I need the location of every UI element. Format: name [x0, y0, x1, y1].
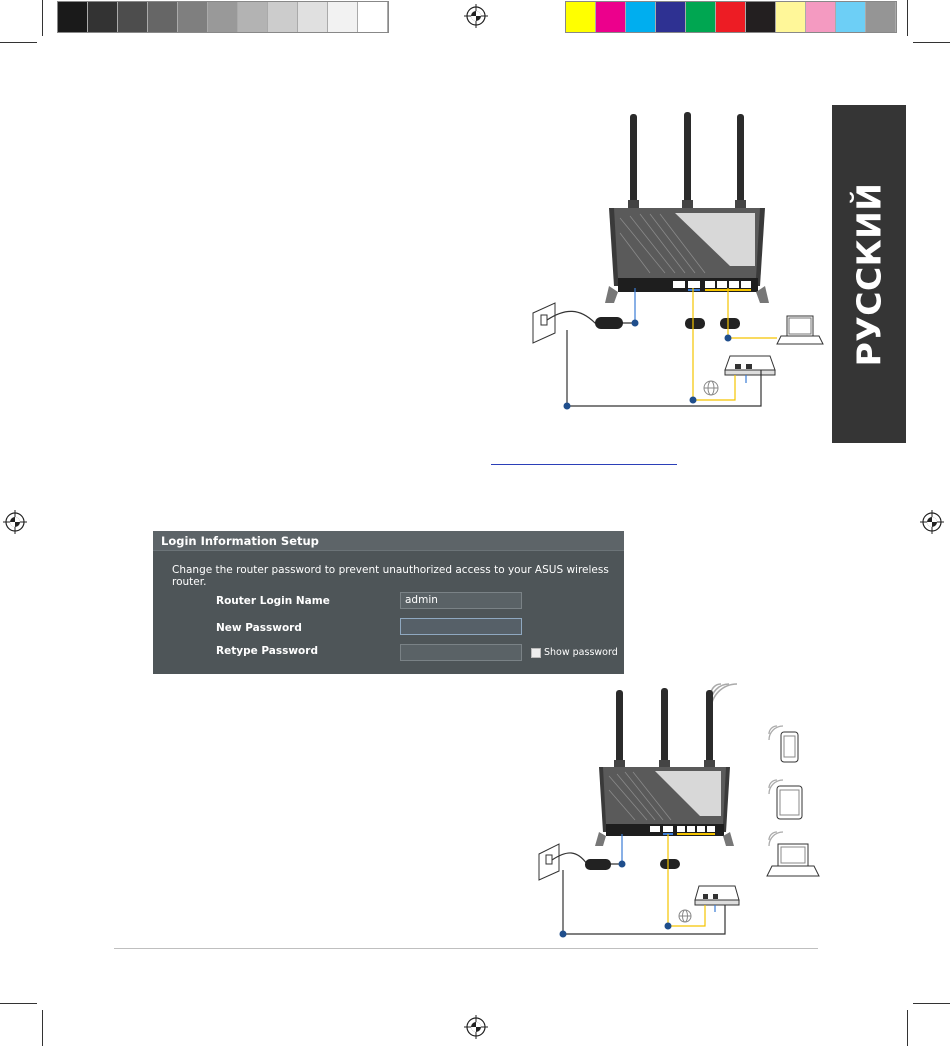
crop-mark [42, 1010, 43, 1046]
color-swatch [806, 2, 836, 32]
language-tab-label: РУССКИЙ [849, 182, 889, 366]
gray-swatch [238, 2, 268, 32]
gray-swatch [268, 2, 298, 32]
crop-mark [0, 1003, 37, 1004]
crop-mark [907, 1010, 908, 1046]
router-login-name-input[interactable]: admin [400, 592, 522, 609]
registration-mark-icon [3, 510, 27, 534]
color-swatch [626, 2, 656, 32]
new-password-input[interactable] [400, 618, 522, 635]
hyperlink-underline[interactable] [491, 464, 677, 465]
color-swatch [866, 2, 896, 32]
login-panel-header [153, 531, 624, 551]
gray-swatch [298, 2, 328, 32]
show-password-label: Show password [544, 647, 618, 658]
color-swatch [836, 2, 866, 32]
modem-icon [695, 886, 739, 905]
antenna-icon [628, 112, 746, 210]
grayscale-calibration-bar [57, 1, 389, 33]
crop-mark [0, 42, 37, 43]
gray-swatch [88, 2, 118, 32]
color-swatch [566, 2, 596, 32]
language-tab [832, 105, 906, 443]
laptop-icon [777, 316, 823, 344]
internet-globe-icon [679, 910, 691, 922]
registration-mark-icon [464, 1015, 488, 1039]
color-swatch [686, 2, 716, 32]
crop-mark [913, 1003, 950, 1004]
crop-mark [913, 42, 950, 43]
new-password-label: New Password [216, 622, 302, 634]
smartphone-icon [769, 726, 798, 762]
registration-mark-icon [920, 510, 944, 534]
wired-setup-diagram [525, 108, 825, 413]
crop-mark [907, 0, 908, 36]
login-panel-description: Change the router password to prevent unauthorized access to your ASUS wireless router. [172, 564, 609, 588]
gray-swatch [208, 2, 238, 32]
wireless-setup-diagram [525, 664, 835, 942]
color-swatch [716, 2, 746, 32]
color-swatch [746, 2, 776, 32]
laptop-icon [767, 832, 819, 876]
login-information-panel [153, 531, 624, 674]
gray-swatch [58, 2, 88, 32]
crop-mark [42, 0, 43, 36]
tablet-icon [769, 780, 802, 819]
router-login-name-label: Router Login Name [216, 595, 330, 607]
color-swatch [656, 2, 686, 32]
color-swatch [596, 2, 626, 32]
show-password-checkbox[interactable] [531, 648, 541, 658]
gray-swatch [118, 2, 148, 32]
router-icon [595, 767, 734, 846]
registration-mark-icon [464, 4, 488, 28]
login-panel-title: Login Information Setup [161, 534, 319, 548]
router-icon [605, 208, 769, 303]
modem-icon [725, 356, 775, 375]
gray-swatch [178, 2, 208, 32]
gray-swatch [148, 2, 178, 32]
color-calibration-bar [565, 1, 897, 33]
gray-swatch [358, 2, 388, 32]
power-outlet-icon [539, 844, 559, 880]
retype-password-label: Retype Password [216, 645, 318, 657]
power-outlet-icon [533, 303, 555, 343]
show-password-toggle[interactable] [531, 647, 618, 658]
footer-divider [114, 948, 818, 949]
internet-globe-icon [704, 381, 718, 395]
retype-password-input[interactable] [400, 644, 522, 661]
gray-swatch [328, 2, 358, 32]
color-swatch [776, 2, 806, 32]
antenna-icon [614, 688, 715, 769]
wifi-signal-icon [711, 684, 737, 710]
